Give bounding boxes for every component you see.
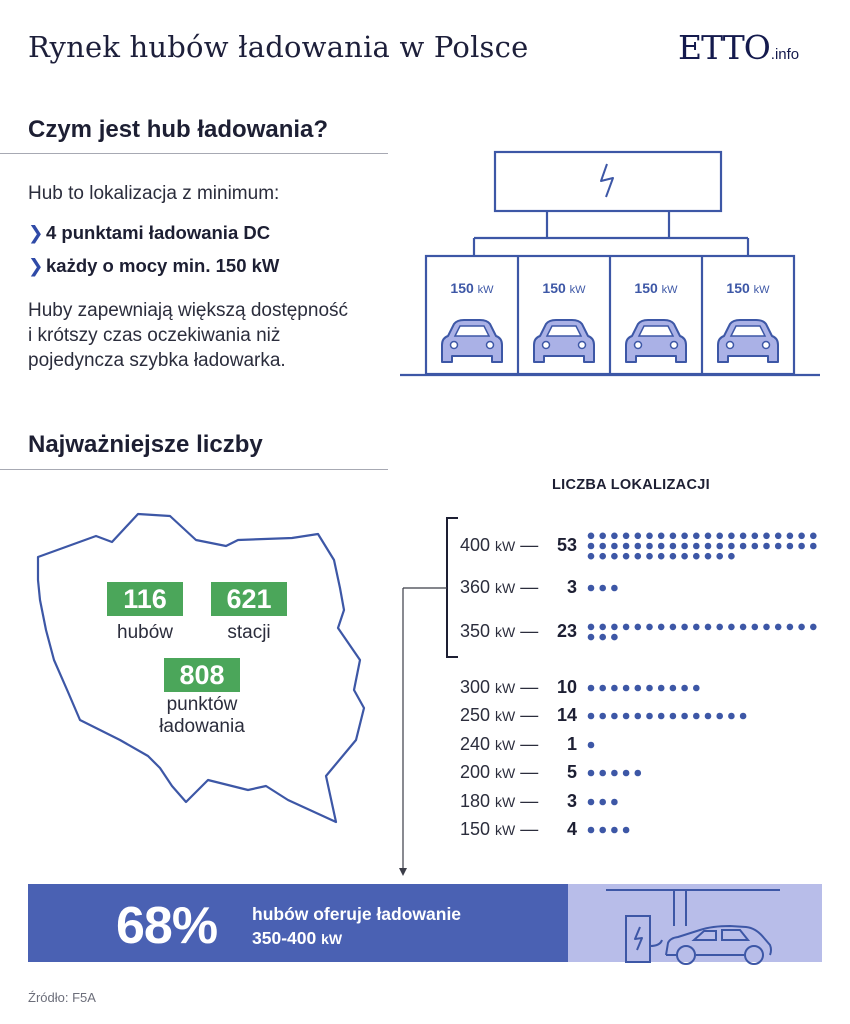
chart-dot <box>635 624 642 631</box>
car-windshield <box>639 326 673 336</box>
chart-dot <box>599 624 606 631</box>
chart-row-power-label: 360 kW — <box>460 577 539 597</box>
chart-dot <box>611 685 618 692</box>
chart-dot <box>611 827 618 834</box>
chart-dot <box>693 533 700 540</box>
chart-dot <box>681 553 688 560</box>
chart-dot <box>740 543 747 550</box>
chart-dot <box>693 624 700 631</box>
chart-dot <box>798 543 805 550</box>
car-headlight <box>487 342 494 349</box>
chart-dot <box>787 543 794 550</box>
chart-dot <box>658 685 665 692</box>
car-headlight <box>763 342 770 349</box>
chart-dot <box>716 543 723 550</box>
page-title: Rynek hubów ładowania w Polsce <box>28 30 529 64</box>
chart-dot <box>588 770 595 777</box>
logo-sub: .info <box>770 46 800 63</box>
chart-dot <box>623 543 630 550</box>
chart-row-count: 3 <box>566 577 577 597</box>
banner-percent: 68% <box>116 897 218 955</box>
chart-dot <box>588 713 595 720</box>
bay-power-label: 150 kW <box>634 280 678 296</box>
chart-dot <box>588 827 595 834</box>
chart-dot <box>599 543 606 550</box>
chart-dot <box>599 585 606 592</box>
chart-dot <box>716 624 723 631</box>
chart-dot <box>611 799 618 806</box>
section-divider <box>0 469 388 470</box>
car-windshield <box>547 326 581 336</box>
chart-dot <box>716 713 723 720</box>
chart-dot <box>623 553 630 560</box>
chart-dot <box>728 624 735 631</box>
chart-dot <box>611 634 618 641</box>
chart-dot <box>611 770 618 777</box>
banner-text: hubów oferuje ładowanie 350-400 kW <box>252 904 462 948</box>
chart-dot <box>611 553 618 560</box>
chart-dot <box>728 553 735 560</box>
chart-dot <box>693 713 700 720</box>
chart-dot <box>810 624 817 631</box>
chart-dot <box>670 543 677 550</box>
car-icon <box>442 320 502 362</box>
chart-dot <box>599 827 606 834</box>
chart-dot <box>670 624 677 631</box>
chart-dot <box>693 553 700 560</box>
chart-dot <box>588 553 595 560</box>
chart-dot <box>599 553 606 560</box>
stat-stations-value: 621 <box>211 582 287 616</box>
section-divider <box>0 153 388 154</box>
chart-dot <box>693 543 700 550</box>
chart-dot <box>623 533 630 540</box>
chart-row-power-label: 250 kW — <box>460 705 539 725</box>
chart-dot <box>716 553 723 560</box>
chart-dot <box>705 533 712 540</box>
chart-row-count: 23 <box>556 621 577 641</box>
stat-points-value: 808 <box>164 658 240 692</box>
chart-dot <box>599 533 606 540</box>
car-headlight <box>543 342 550 349</box>
stat-hubs-label: hubów <box>117 622 173 643</box>
chart-dot <box>588 585 595 592</box>
chart-dot <box>646 543 653 550</box>
chart-dot <box>588 543 595 550</box>
car-headlight <box>451 342 458 349</box>
chart-dot <box>635 713 642 720</box>
source-note: Źródło: F5A <box>28 990 96 1005</box>
chart-dot <box>611 543 618 550</box>
definition-heading: Czym jest hub ładowania? <box>28 116 329 143</box>
banner-illustration-panel <box>568 884 822 962</box>
definition-description: Huby zapewniają większą dostępność i krótszy czas oczekiwania niż pojedyncza szybka ładowarka. <box>28 300 349 371</box>
car-icon <box>626 320 686 362</box>
chart-dot <box>588 634 595 641</box>
chart-dot <box>623 624 630 631</box>
chart-dot <box>588 685 595 692</box>
chart-dot <box>763 533 770 540</box>
chart-dot <box>635 770 642 777</box>
logo-main: ETTO <box>678 28 770 67</box>
chart-dot <box>728 543 735 550</box>
chart-dot <box>740 713 747 720</box>
chart-dot <box>588 624 595 631</box>
car-icon <box>534 320 594 362</box>
chart-dot <box>658 543 665 550</box>
chart-row-power-label: 350 kW — <box>460 621 539 641</box>
chart-row-count: 5 <box>566 762 577 782</box>
chart-dot <box>740 533 747 540</box>
chart-row-count: 1 <box>566 734 577 754</box>
chart-dot <box>810 533 817 540</box>
brand-logo <box>678 28 799 67</box>
chart-row-power-label: 200 kW — <box>460 762 539 782</box>
chart-dot <box>752 543 759 550</box>
chart-dot <box>623 713 630 720</box>
chart-dot <box>775 624 782 631</box>
chart-dot <box>599 799 606 806</box>
chart-dot <box>681 624 688 631</box>
chart-dot <box>670 533 677 540</box>
chart-dot <box>728 533 735 540</box>
bay-power-label: 150 kW <box>726 280 770 296</box>
chart-row-count: 3 <box>566 791 577 811</box>
chart-dot <box>658 624 665 631</box>
chart-dot <box>635 553 642 560</box>
chart-row-power-label: 300 kW — <box>460 677 539 697</box>
stat-stations-label: stacji <box>227 622 271 643</box>
chart-dot <box>658 533 665 540</box>
chart-dot <box>752 624 759 631</box>
chart-dot <box>752 533 759 540</box>
chart-dot <box>728 713 735 720</box>
car-headlight <box>671 342 678 349</box>
chart-dot <box>588 799 595 806</box>
bay-power-label: 150 kW <box>450 280 494 296</box>
chart-row-power-label: 400 kW — <box>460 535 539 555</box>
numbers-heading: Najważniejsze liczby <box>28 431 263 458</box>
chart-row-power-label: 180 kW — <box>460 791 539 811</box>
chart-row-power-label: 150 kW — <box>460 819 539 839</box>
chart-dot <box>681 713 688 720</box>
chart-dot <box>611 585 618 592</box>
chart-dot <box>635 543 642 550</box>
chart-dot <box>611 533 618 540</box>
chart-dot <box>681 685 688 692</box>
car-windshield <box>455 326 489 336</box>
chart-dot <box>588 533 595 540</box>
stat-hubs-value: 116 <box>107 582 183 616</box>
car-headlight <box>635 342 642 349</box>
chart-dot <box>716 533 723 540</box>
chart-dot <box>623 827 630 834</box>
chart-dot <box>693 685 700 692</box>
car-headlight <box>579 342 586 349</box>
chart-row-power-label: 240 kW — <box>460 734 539 754</box>
chart-dot <box>646 685 653 692</box>
chart-dot <box>775 533 782 540</box>
car-windshield <box>731 326 765 336</box>
chart-dot <box>611 624 618 631</box>
chart-dot <box>623 770 630 777</box>
chart-dot <box>623 685 630 692</box>
chart-dot <box>705 543 712 550</box>
chart-dot <box>740 624 747 631</box>
chart-row-count: 4 <box>566 819 577 839</box>
chart-dot <box>646 624 653 631</box>
chart-dot <box>611 713 618 720</box>
chart-dot <box>646 533 653 540</box>
chevron-right-icon: ❯ <box>28 255 44 276</box>
definition-intro: Hub to lokalizacja z minimum: <box>28 183 280 204</box>
chart-row-count: 10 <box>556 677 577 697</box>
bullet-item: ❯ 4 punktami ładowania DC <box>28 222 271 243</box>
chevron-right-icon: ❯ <box>28 222 44 243</box>
chart-dot <box>763 624 770 631</box>
chart-dot <box>646 713 653 720</box>
chart-dot <box>635 533 642 540</box>
chart-row-count: 14 <box>556 705 577 725</box>
chart-dot <box>705 553 712 560</box>
chart-dot <box>763 543 770 550</box>
car-headlight <box>727 342 734 349</box>
chart-dot <box>705 713 712 720</box>
chart-dot <box>599 685 606 692</box>
chart-dot <box>787 533 794 540</box>
chart-row-count: 53 <box>556 535 577 555</box>
chart-dot <box>798 533 805 540</box>
chart-dot <box>670 713 677 720</box>
chart-dot <box>599 713 606 720</box>
chart-dot <box>658 713 665 720</box>
bullet-item: ❯ każdy o mocy min. 150 kW <box>28 255 280 276</box>
chart-dot <box>681 533 688 540</box>
chart-dot <box>599 634 606 641</box>
chart-dot <box>670 553 677 560</box>
chart-dot <box>775 543 782 550</box>
chart-dot <box>670 685 677 692</box>
chart-dot <box>798 624 805 631</box>
chart-dot <box>787 624 794 631</box>
chart-dot <box>658 553 665 560</box>
chart-dot <box>599 770 606 777</box>
chart-dot <box>646 553 653 560</box>
chart-dot <box>588 742 595 749</box>
chart-dot <box>810 543 817 550</box>
chart-dot <box>705 624 712 631</box>
stat-points-label: punktów ładowania <box>159 694 245 737</box>
bay-power-label: 150 kW <box>542 280 586 296</box>
chart-dot <box>635 685 642 692</box>
chart-title: LICZBA LOKALIZACJI <box>552 477 710 493</box>
chart-dot <box>681 543 688 550</box>
car-icon <box>718 320 778 362</box>
